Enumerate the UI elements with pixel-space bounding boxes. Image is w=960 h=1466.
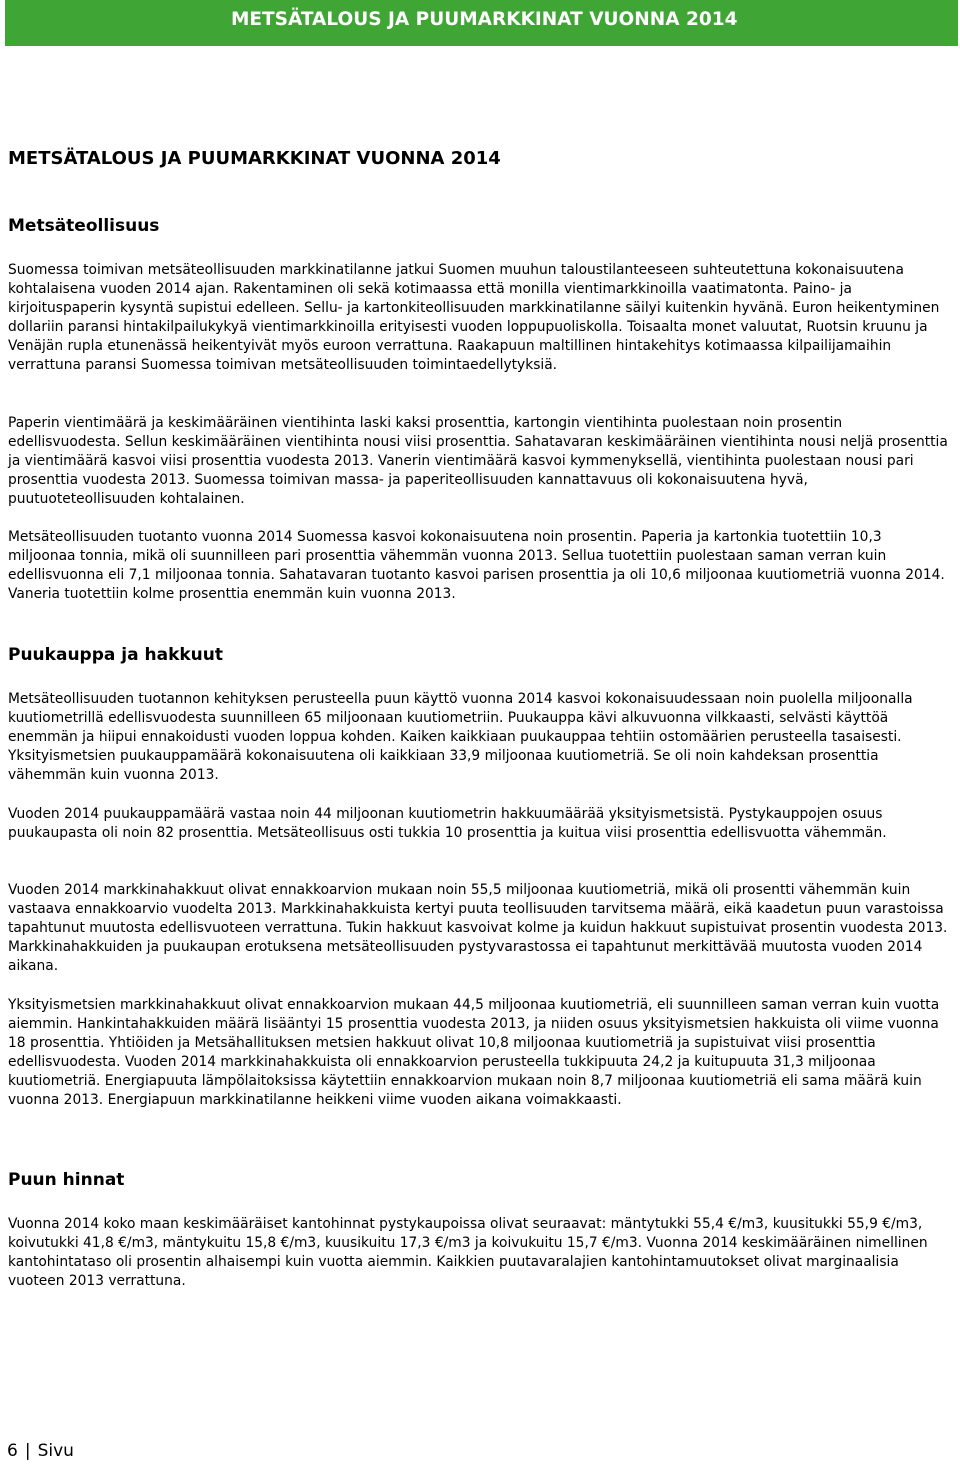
paragraph: Vuoden 2014 puukauppamäärä vastaa noin 44 miljoonan kuutiometrin hakkuumäärää yksityismetsistä. Pystykauppojen osuus puukaupasta oli noin 82 prosenttia. Metsäteollisuus osti tukkia 10 prosenttia ja kuitua viisi prosenttia edellisvuotta vähemmän.: [8, 806, 887, 841]
paragraph: Metsäteollisuuden tuotannon kehityksen perusteella puun käyttö vuonna 2014 kasvoi kokonaisuudessaan noin puolella miljoonalla kuutiometrillä edellisvuodesta suunnilleen 65 miljoonaan kuutiometriin. Puukauppa kävi alkuvuonna vilkkaasti, selvästi käyttöä enemmän ja hiipui ennakoidusti vuoden loppua kohden. Kaiken kaikkiaan puukauppaa tehtiin ostomäärien perusteella tasaisesti. Yksityismetsien puukauppamäärä kokonaisuutena oli kaikkiaan 33,9 miljoonaa kuutiometriä. Se oli noin kahdeksan prosenttia vähemmän kuin vuonna 2013.: [8, 691, 913, 783]
paragraph: Vuoden 2014 markkinahakkuut olivat ennakkoarvion mukaan noin 55,5 miljoonaa kuutiometriä, mikä oli prosentti vähemmän kuin vastaava ennakkoarvio vuodelta 2013. Markkinahakkuista kertyi puuta teollisuuden tarvitsema määrä, eikä kaadetun puun varastoissa tapahtunut muutosta edellisvuoteen verrattuna. Tukin hakkuut kasvoivat kolme ja kuidun hakkuut supistuivat prosentin vuodesta 2013. Markkinahakkuiden ja puukaupan erotuksena metsäteollisuuden pystyvarastossa ei tapahtunut merkittävää muutosta vuoden 2014 aikana.: [8, 882, 948, 974]
section-heading-puukauppa-ja-hakkuut: Puukauppa ja hakkuut: [8, 645, 224, 665]
page-number: 6: [7, 1441, 18, 1461]
paragraph: Suomessa toimivan metsäteollisuuden markkinatilanne jatkui Suomen muuhun taloustilanteeseen suhteutettuna kokonaisuutena kohtalaisena vuoden 2014 ajan. Rakentaminen oli sekä kotimaassa että monilla vientimarkkinoilla vaatimatonta. Paino- ja kirjoituspaperin kysyntä supistui edelleen. Sellu- ja kartonkiteollisuuden markkinatilanne säilyi kuitenkin hyvänä. Euron heikentyminen dollariin paransi hintakilpailukykyä vientimarkkinoilla erityisesti vuoden loppupuoliskolla. Toisaalta monet valuutat, Ruotsin kruunu ja Venäjän rupla etunenässä heikentyivät myös euroon verrattuna. Raakapuun maltillinen hintakehitys kotimaassa kilpailijamaihin verrattuna paransi Suomessa toimivan metsäteollisuuden toimintaedellytyksiä.: [8, 262, 940, 373]
paragraph: Metsäteollisuuden tuotanto vuonna 2014 Suomessa kasvoi kokonaisuutena noin prosentin. Paperia ja kartonkia tuotettiin 10,3 miljoonaa tonnia, mikä oli suunnilleen pari prosenttia vähemmän vuonna 2013. Sellua tuotettiin puolestaan saman verran kuin edellisvuonna eli 7,1 miljoonaa tonnia. Sahatavaran tuotanto kasvoi parisen prosenttia ja oli 10,6 miljoonaa kuutiometriä vuonna 2014. Vaneria tuotettiin kolme prosenttia enemmän kuin vuonna 2013.: [8, 529, 945, 602]
header-bar: [5, 0, 958, 46]
page-label: Sivu: [37, 1441, 74, 1461]
paragraph: Vuonna 2014 koko maan keskimääräiset kantohinnat pystykaupoissa olivat seuraavat: mäntytukki 55,4 €/m3, kuusitukki 55,9 €/m3, koivutukki 41,8 €/m3, mäntykuitu 15,8 €/m3, kuusikuitu 17,3 €/m3 ja koivukuitu 15,7 €/m3. Vuonna 2014 keskimääräinen nimellinen kantohintataso oli prosentin alhaisempi kuin vuotta aiemmin. Kaikkien puutavaralajien kantohintamuutokset olivat marginaalisia vuoteen 2013 verrattuna.: [8, 1216, 928, 1289]
paragraph: Paperin vientimäärä ja keskimääräinen vientihinta laski kaksi prosenttia, kartongin vientihinta puolestaan noin prosentin edellisvuodesta. Sellun keskimääräinen vientihinta nousi viisi prosenttia. Sahatavaran keskimääräinen vientihinta nousi neljä prosenttia ja vientimäärä kasvoi viisi prosenttia vuodesta 2013. Vanerin vientimäärä kasvoi kymmenyksellä, vientihinta puolestaan nousi pari prosenttia vuodesta 2013. Suomessa toimivan massa- ja paperiteollisuuden kannattavuus oli kokonaisuutena hyvä, puutuoteteollisuuden kohtalainen.: [8, 415, 948, 507]
footer-separator: |: [24, 1441, 31, 1461]
section-heading-metsateollisuus: Metsäteollisuus: [8, 216, 160, 236]
document-title: METSÄTALOUS JA PUUMARKKINAT VUONNA 2014: [8, 148, 501, 169]
section-heading-puun-hinnat: Puun hinnat: [8, 1170, 125, 1190]
header-title: METSÄTALOUS JA PUUMARKKINAT VUONNA 2014: [231, 9, 738, 30]
page-footer: [7, 1441, 74, 1461]
paragraph: Yksityismetsien markkinahakkuut olivat ennakkoarvion mukaan 44,5 miljoonaa kuutiometriä, eli suunnilleen saman verran kuin vuotta aiemmin. Hankintahakkuiden määrä lisääntyi 15 prosenttia vuodesta 2013, ja niiden osuus yksityismetsien hakkuista oli viime vuonna 18 prosenttia. Yhtiöiden ja Metsähallituksen metsien hakkuut olivat 10,8 miljoonaa kuutiometriä ja supistuivat viisi prosenttia edellisvuodesta. Vuoden 2014 markkinahakkuista oli ennakkoarvion perusteella tukkipuuta 24,2 ja kuitupuuta 31,3 miljoonaa kuutiometriä. Energiapuuta lämpölaitoksissa käytettiin ennakkoarvion mukaan noin 8,7 miljoonaa kuutiometriä eli sama määrä kuin vuonna 2013. Energiapuun markkinatilanne heikkeni viime vuoden aikana voimakkaasti.: [8, 997, 940, 1108]
